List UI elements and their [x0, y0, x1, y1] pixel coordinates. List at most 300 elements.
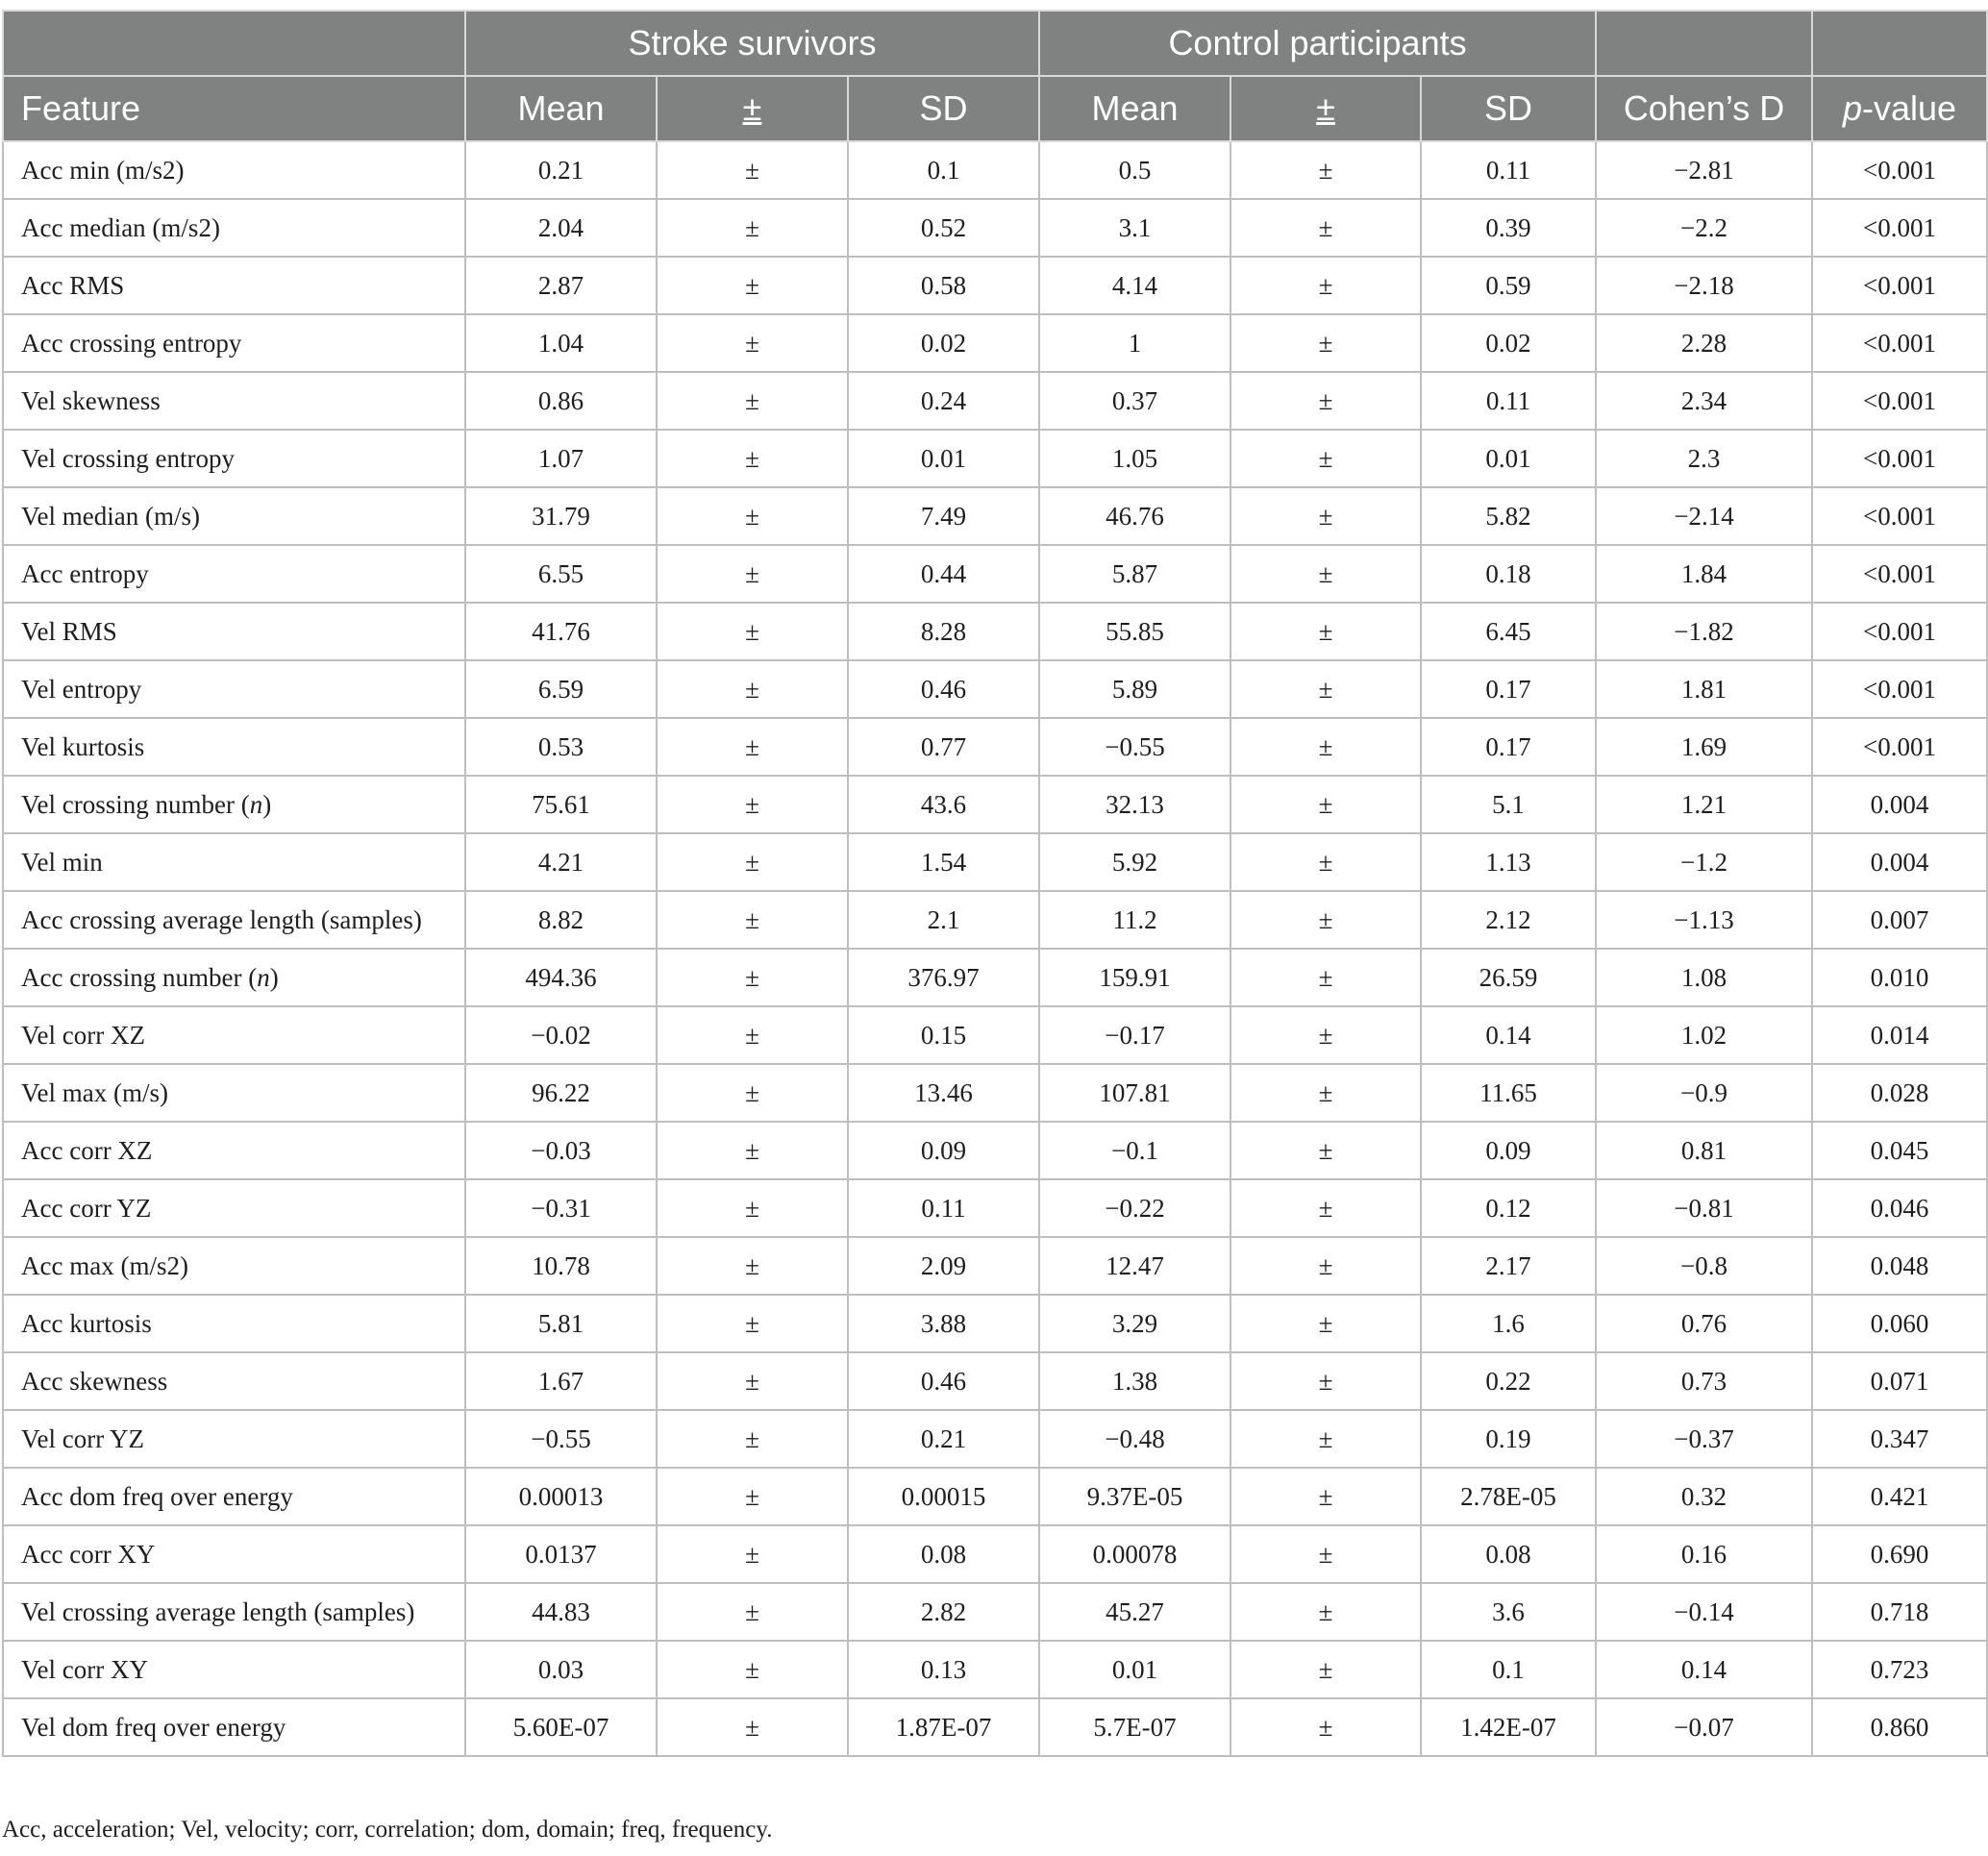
cell-control-mean: 45.27 [1039, 1583, 1230, 1641]
cell-stroke-mean: 0.86 [465, 372, 657, 430]
table-row [3, 430, 1987, 487]
cell-cohens-d: 0.16 [1596, 1525, 1812, 1583]
cell-feature [3, 257, 465, 314]
col-header-control-mean: Mean [1039, 76, 1230, 141]
cell-stroke-mean: 1.07 [465, 430, 657, 487]
cell-control-pm: ± [1230, 660, 1421, 718]
cell-p-value: <0.001 [1812, 199, 1987, 257]
cell-control-pm: ± [1230, 487, 1421, 545]
cell-control-sd: 0.11 [1421, 141, 1596, 199]
cell-control-pm: ± [1230, 199, 1421, 257]
cell-control-pm: ± [1230, 141, 1421, 199]
cell-control-pm: ± [1230, 372, 1421, 430]
cell-p-value: 0.010 [1812, 949, 1987, 1006]
cell-control-mean: 0.5 [1039, 141, 1230, 199]
table-row [3, 1525, 1987, 1583]
group-header-row [3, 11, 1987, 76]
cell-control-mean: 3.1 [1039, 199, 1230, 257]
cell-control-sd: 0.11 [1421, 372, 1596, 430]
cell-p-value: 0.004 [1812, 776, 1987, 833]
cell-stroke-mean: 0.53 [465, 718, 657, 776]
cell-p-value: <0.001 [1812, 660, 1987, 718]
cell-p-value: <0.001 [1812, 141, 1987, 199]
cell-control-sd: 1.6 [1421, 1295, 1596, 1352]
cell-control-mean: 0.01 [1039, 1641, 1230, 1698]
cell-cohens-d: −0.14 [1596, 1583, 1812, 1641]
cell-stroke-pm: ± [657, 603, 848, 660]
cell-stroke-pm: ± [657, 1641, 848, 1698]
cell-stroke-pm: ± [657, 1468, 848, 1525]
feature-label: Acc crossing average length (samples) [21, 904, 422, 934]
table-row [3, 199, 1987, 257]
cell-control-pm: ± [1230, 1410, 1421, 1468]
cell-stroke-mean: 41.76 [465, 603, 657, 660]
cell-stroke-pm: ± [657, 1525, 848, 1583]
cell-control-pm: ± [1230, 1641, 1421, 1698]
cell-stroke-pm: ± [657, 1295, 848, 1352]
cell-control-sd: 0.17 [1421, 660, 1596, 718]
feature-label: Vel crossing average length (samples) [21, 1596, 415, 1626]
cell-p-value: 0.421 [1812, 1468, 1987, 1525]
cell-feature [3, 718, 465, 776]
cell-control-sd: 6.45 [1421, 603, 1596, 660]
feature-label: Vel skewness [21, 385, 161, 415]
table-row [3, 949, 1987, 1006]
cell-stroke-pm: ± [657, 141, 848, 199]
cell-stroke-pm: ± [657, 1064, 848, 1122]
cell-stroke-sd: 376.97 [848, 949, 1039, 1006]
cell-feature [3, 1583, 465, 1641]
cell-control-sd: 2.17 [1421, 1237, 1596, 1295]
cell-control-mean: 46.76 [1039, 487, 1230, 545]
cell-stroke-pm: ± [657, 314, 848, 372]
cell-control-sd: 0.02 [1421, 314, 1596, 372]
cell-stroke-sd: 0.09 [848, 1122, 1039, 1179]
cell-feature [3, 1352, 465, 1410]
feature-label: Acc corr YZ [21, 1193, 152, 1223]
cell-stroke-sd: 0.1 [848, 141, 1039, 199]
cell-control-mean: 11.2 [1039, 891, 1230, 949]
cell-stroke-pm: ± [657, 1352, 848, 1410]
cell-p-value: 0.071 [1812, 1352, 1987, 1410]
cell-cohens-d: −0.81 [1596, 1179, 1812, 1237]
cell-control-mean: 0.37 [1039, 372, 1230, 430]
table-row [3, 141, 1987, 199]
cell-stroke-pm: ± [657, 660, 848, 718]
cell-feature [3, 833, 465, 891]
cell-stroke-sd: 0.24 [848, 372, 1039, 430]
cell-stroke-mean: 31.79 [465, 487, 657, 545]
cell-p-value: 0.045 [1812, 1122, 1987, 1179]
table-row [3, 487, 1987, 545]
cell-stroke-sd: 0.46 [848, 660, 1039, 718]
cell-stroke-sd: 1.87E-07 [848, 1698, 1039, 1756]
feature-label: Vel dom freq over energy [21, 1712, 286, 1742]
cell-control-sd: 2.12 [1421, 891, 1596, 949]
group-header-control: Control participants [1039, 11, 1596, 76]
cell-p-value: 0.060 [1812, 1295, 1987, 1352]
cell-control-sd: 3.6 [1421, 1583, 1596, 1641]
cell-control-mean: −0.1 [1039, 1122, 1230, 1179]
cell-p-value: <0.001 [1812, 603, 1987, 660]
results-table-container [2, 10, 1986, 1757]
cell-p-value: 0.690 [1812, 1525, 1987, 1583]
cell-p-value: 0.718 [1812, 1583, 1987, 1641]
cell-stroke-sd: 0.58 [848, 257, 1039, 314]
col-header-feature: Feature [3, 76, 465, 141]
cell-control-mean: 4.14 [1039, 257, 1230, 314]
cell-control-sd: 0.12 [1421, 1179, 1596, 1237]
cell-feature [3, 1468, 465, 1525]
cell-p-value: 0.028 [1812, 1064, 1987, 1122]
table-body [3, 141, 1987, 1756]
cell-control-pm: ± [1230, 1525, 1421, 1583]
cell-stroke-pm: ± [657, 891, 848, 949]
table-row [3, 1064, 1987, 1122]
cell-stroke-mean: 5.60E-07 [465, 1698, 657, 1756]
cell-control-mean: 0.00078 [1039, 1525, 1230, 1583]
feature-unit: n [257, 962, 270, 992]
cell-cohens-d: −0.8 [1596, 1237, 1812, 1295]
feature-label: Acc dom freq over energy [21, 1481, 293, 1511]
group-header-empty [3, 11, 465, 76]
col-header-cohens-d: Cohen’s D [1596, 76, 1812, 141]
cell-control-pm: ± [1230, 430, 1421, 487]
table-row [3, 833, 1987, 891]
cell-stroke-sd: 0.08 [848, 1525, 1039, 1583]
feature-label: Vel crossing number [21, 789, 235, 819]
cell-cohens-d: −2.81 [1596, 141, 1812, 199]
cell-control-sd: 0.01 [1421, 430, 1596, 487]
cell-stroke-mean: 0.21 [465, 141, 657, 199]
table-row [3, 314, 1987, 372]
feature-label: Acc min (m/s2) [21, 155, 185, 185]
cell-stroke-sd: 0.77 [848, 718, 1039, 776]
cell-control-pm: ± [1230, 1122, 1421, 1179]
cell-p-value: 0.347 [1812, 1410, 1987, 1468]
cell-feature [3, 1410, 465, 1468]
cell-stroke-sd: 2.1 [848, 891, 1039, 949]
cell-control-pm: ± [1230, 1006, 1421, 1064]
cell-cohens-d: −1.2 [1596, 833, 1812, 891]
cell-stroke-sd: 0.00015 [848, 1468, 1039, 1525]
cell-stroke-pm: ± [657, 718, 848, 776]
feature-label: Vel corr XY [21, 1654, 148, 1684]
cell-feature [3, 430, 465, 487]
cell-stroke-mean: 0.00013 [465, 1468, 657, 1525]
cell-control-sd: 26.59 [1421, 949, 1596, 1006]
table-row [3, 603, 1987, 660]
feature-label: Acc RMS [21, 270, 125, 300]
feature-label: Acc kurtosis [21, 1308, 152, 1338]
cell-control-sd: 2.78E-05 [1421, 1468, 1596, 1525]
cell-cohens-d: 0.32 [1596, 1468, 1812, 1525]
cell-control-mean: 12.47 [1039, 1237, 1230, 1295]
cell-control-mean: 1 [1039, 314, 1230, 372]
cell-control-mean: 1.38 [1039, 1352, 1230, 1410]
cell-cohens-d: 1.81 [1596, 660, 1812, 718]
cell-feature [3, 545, 465, 603]
cell-control-mean: 159.91 [1039, 949, 1230, 1006]
feature-label: Acc crossing entropy [21, 328, 242, 358]
feature-label: Acc median (m/s2) [21, 212, 220, 242]
cell-control-mean: 32.13 [1039, 776, 1230, 833]
cell-stroke-mean: −0.31 [465, 1179, 657, 1237]
cell-p-value: <0.001 [1812, 487, 1987, 545]
cell-stroke-mean: 6.59 [465, 660, 657, 718]
cell-control-pm: ± [1230, 1237, 1421, 1295]
cell-stroke-pm: ± [657, 833, 848, 891]
cell-p-value: <0.001 [1812, 718, 1987, 776]
table-row [3, 1179, 1987, 1237]
cell-control-sd: 0.59 [1421, 257, 1596, 314]
cell-control-pm: ± [1230, 776, 1421, 833]
cell-stroke-sd: 2.09 [848, 1237, 1039, 1295]
cell-control-sd: 5.82 [1421, 487, 1596, 545]
feature-label: Acc corr XY [21, 1539, 156, 1569]
cell-feature [3, 372, 465, 430]
feature-label: Vel corr YZ [21, 1423, 144, 1453]
cell-feature: Vel crossing number (n) [3, 776, 465, 833]
cell-feature [3, 1122, 465, 1179]
cell-control-sd: 0.22 [1421, 1352, 1596, 1410]
cell-stroke-pm: ± [657, 1698, 848, 1756]
cell-stroke-pm: ± [657, 1410, 848, 1468]
cell-cohens-d: 2.28 [1596, 314, 1812, 372]
cell-p-value: 0.007 [1812, 891, 1987, 949]
cell-control-pm: ± [1230, 257, 1421, 314]
cell-control-mean: −0.55 [1039, 718, 1230, 776]
cell-control-pm: ± [1230, 1179, 1421, 1237]
cell-p-value: 0.048 [1812, 1237, 1987, 1295]
cell-stroke-pm: ± [657, 1179, 848, 1237]
cell-stroke-mean: 10.78 [465, 1237, 657, 1295]
cell-stroke-mean: 2.04 [465, 199, 657, 257]
feature-label: Acc entropy [21, 558, 149, 588]
cell-cohens-d: 2.34 [1596, 372, 1812, 430]
cell-stroke-mean: 8.82 [465, 891, 657, 949]
cell-cohens-d: 1.69 [1596, 718, 1812, 776]
feature-label: Vel kurtosis [21, 731, 145, 761]
cell-cohens-d: 2.3 [1596, 430, 1812, 487]
cell-stroke-mean: 6.55 [465, 545, 657, 603]
cell-cohens-d: −1.82 [1596, 603, 1812, 660]
cell-p-value: <0.001 [1812, 314, 1987, 372]
col-header-stroke-mean: Mean [465, 76, 657, 141]
cell-control-mean: −0.22 [1039, 1179, 1230, 1237]
cell-cohens-d: −0.9 [1596, 1064, 1812, 1122]
cell-cohens-d: 1.02 [1596, 1006, 1812, 1064]
cell-control-sd: 0.09 [1421, 1122, 1596, 1179]
cell-cohens-d: −2.18 [1596, 257, 1812, 314]
cell-feature [3, 1064, 465, 1122]
cell-control-pm: ± [1230, 1468, 1421, 1525]
cell-stroke-sd: 0.44 [848, 545, 1039, 603]
cell-control-pm: ± [1230, 1583, 1421, 1641]
table-row [3, 1410, 1987, 1468]
feature-label: Vel min [21, 847, 103, 877]
col-header-p-value [1812, 76, 1987, 141]
cell-stroke-sd: 7.49 [848, 487, 1039, 545]
cell-stroke-mean: 1.04 [465, 314, 657, 372]
cell-stroke-mean: 75.61 [465, 776, 657, 833]
cell-stroke-pm: ± [657, 430, 848, 487]
cell-cohens-d: −1.13 [1596, 891, 1812, 949]
cell-stroke-sd: 0.01 [848, 430, 1039, 487]
cell-control-sd: 0.18 [1421, 545, 1596, 603]
cell-control-pm: ± [1230, 603, 1421, 660]
cell-control-mean: 5.87 [1039, 545, 1230, 603]
feature-label: Acc corr XZ [21, 1135, 153, 1165]
cell-control-sd: 1.13 [1421, 833, 1596, 891]
cell-control-mean: 5.89 [1039, 660, 1230, 718]
cell-feature [3, 1006, 465, 1064]
cell-control-mean: −0.17 [1039, 1006, 1230, 1064]
cell-control-sd: 0.17 [1421, 718, 1596, 776]
results-table [2, 10, 1988, 1757]
cell-feature [3, 1525, 465, 1583]
col-header-control-pm: ± [1230, 76, 1421, 141]
cell-stroke-mean: 96.22 [465, 1064, 657, 1122]
col-header-stroke-sd: SD [848, 76, 1039, 141]
cell-feature [3, 603, 465, 660]
cell-p-value: <0.001 [1812, 257, 1987, 314]
feature-label: Vel crossing entropy [21, 443, 235, 473]
cell-stroke-pm: ± [657, 1006, 848, 1064]
feature-label: Vel median (m/s) [21, 501, 200, 531]
cell-stroke-pm: ± [657, 949, 848, 1006]
cell-p-value: <0.001 [1812, 430, 1987, 487]
cell-control-sd: 0.14 [1421, 1006, 1596, 1064]
table-row [3, 257, 1987, 314]
cell-stroke-pm: ± [657, 545, 848, 603]
table-row [3, 660, 1987, 718]
cell-feature [3, 141, 465, 199]
cell-stroke-sd: 3.88 [848, 1295, 1039, 1352]
cell-stroke-pm: ± [657, 257, 848, 314]
feature-label: Vel RMS [21, 616, 117, 646]
table-row [3, 1122, 1987, 1179]
table-row [3, 1006, 1987, 1064]
col-header-stroke-pm: ± [657, 76, 848, 141]
cell-p-value: 0.004 [1812, 833, 1987, 891]
cell-cohens-d: 0.14 [1596, 1641, 1812, 1698]
cell-control-mean: 5.92 [1039, 833, 1230, 891]
group-header-empty [1596, 11, 1812, 76]
group-header-empty [1812, 11, 1987, 76]
cell-control-pm: ± [1230, 833, 1421, 891]
cell-control-mean: 55.85 [1039, 603, 1230, 660]
cell-feature [3, 660, 465, 718]
table-row [3, 1352, 1987, 1410]
footnote: Acc, acceleration; Vel, velocity; corr, correlation; dom, domain; freq, frequency. [2, 1817, 773, 1843]
cell-control-sd: 5.1 [1421, 776, 1596, 833]
cell-control-sd: 0.08 [1421, 1525, 1596, 1583]
cell-cohens-d: −2.2 [1596, 199, 1812, 257]
cell-control-sd: 11.65 [1421, 1064, 1596, 1122]
cell-feature: Acc crossing number (n) [3, 949, 465, 1006]
cell-feature [3, 1295, 465, 1352]
cell-control-mean: 9.37E-05 [1039, 1468, 1230, 1525]
cell-stroke-pm: ± [657, 199, 848, 257]
cell-cohens-d: 0.81 [1596, 1122, 1812, 1179]
cell-feature [3, 1237, 465, 1295]
cell-stroke-sd: 13.46 [848, 1064, 1039, 1122]
table-row [3, 1295, 1987, 1352]
cell-cohens-d: −2.14 [1596, 487, 1812, 545]
cell-control-pm: ± [1230, 1295, 1421, 1352]
feature-label: Acc crossing number [21, 962, 242, 992]
cell-stroke-mean: 4.21 [465, 833, 657, 891]
cell-stroke-pm: ± [657, 776, 848, 833]
cell-stroke-mean: 0.03 [465, 1641, 657, 1698]
col-header-control-sd: SD [1421, 76, 1596, 141]
cell-stroke-pm: ± [657, 1122, 848, 1179]
feature-label: Vel entropy [21, 674, 142, 704]
cell-cohens-d: 0.73 [1596, 1352, 1812, 1410]
cell-feature [3, 199, 465, 257]
cell-stroke-sd: 0.13 [848, 1641, 1039, 1698]
cell-stroke-mean: −0.03 [465, 1122, 657, 1179]
cell-control-pm: ± [1230, 1698, 1421, 1756]
table-row [3, 1468, 1987, 1525]
cell-stroke-mean: 1.67 [465, 1352, 657, 1410]
cell-control-mean: −0.48 [1039, 1410, 1230, 1468]
cell-stroke-sd: 1.54 [848, 833, 1039, 891]
group-header-stroke: Stroke survivors [465, 11, 1039, 76]
column-header-row [3, 76, 1987, 141]
cell-control-pm: ± [1230, 1064, 1421, 1122]
table-row [3, 1237, 1987, 1295]
cell-p-value: <0.001 [1812, 372, 1987, 430]
cell-control-sd: 0.19 [1421, 1410, 1596, 1468]
cell-feature [3, 1179, 465, 1237]
cell-stroke-sd: 0.15 [848, 1006, 1039, 1064]
cell-p-value: 0.014 [1812, 1006, 1987, 1064]
cell-cohens-d: 0.76 [1596, 1295, 1812, 1352]
cell-stroke-pm: ± [657, 372, 848, 430]
cell-feature [3, 487, 465, 545]
cell-stroke-sd: 8.28 [848, 603, 1039, 660]
cell-control-mean: 5.7E-07 [1039, 1698, 1230, 1756]
table-row [3, 372, 1987, 430]
table-row [3, 545, 1987, 603]
cell-p-value: <0.001 [1812, 545, 1987, 603]
p-italic: p [1842, 88, 1863, 128]
table-row [3, 891, 1987, 949]
cell-control-pm: ± [1230, 314, 1421, 372]
cell-p-value: 0.046 [1812, 1179, 1987, 1237]
cell-cohens-d: −0.07 [1596, 1698, 1812, 1756]
feature-unit: n [249, 789, 263, 819]
cell-stroke-mean: −0.55 [465, 1410, 657, 1468]
cell-control-sd: 0.1 [1421, 1641, 1596, 1698]
table-row [3, 776, 1987, 833]
cell-cohens-d: −0.37 [1596, 1410, 1812, 1468]
cell-stroke-mean: 44.83 [465, 1583, 657, 1641]
cell-p-value: 0.860 [1812, 1698, 1987, 1756]
cell-control-pm: ± [1230, 1352, 1421, 1410]
cell-stroke-pm: ± [657, 1583, 848, 1641]
feature-label: Acc max (m/s2) [21, 1250, 188, 1280]
feature-label: Vel corr XZ [21, 1020, 145, 1050]
cell-stroke-mean: 5.81 [465, 1295, 657, 1352]
cell-feature [3, 1641, 465, 1698]
cell-p-value: 0.723 [1812, 1641, 1987, 1698]
cell-control-sd: 0.39 [1421, 199, 1596, 257]
table-row [3, 1641, 1987, 1698]
cell-stroke-mean: −0.02 [465, 1006, 657, 1064]
